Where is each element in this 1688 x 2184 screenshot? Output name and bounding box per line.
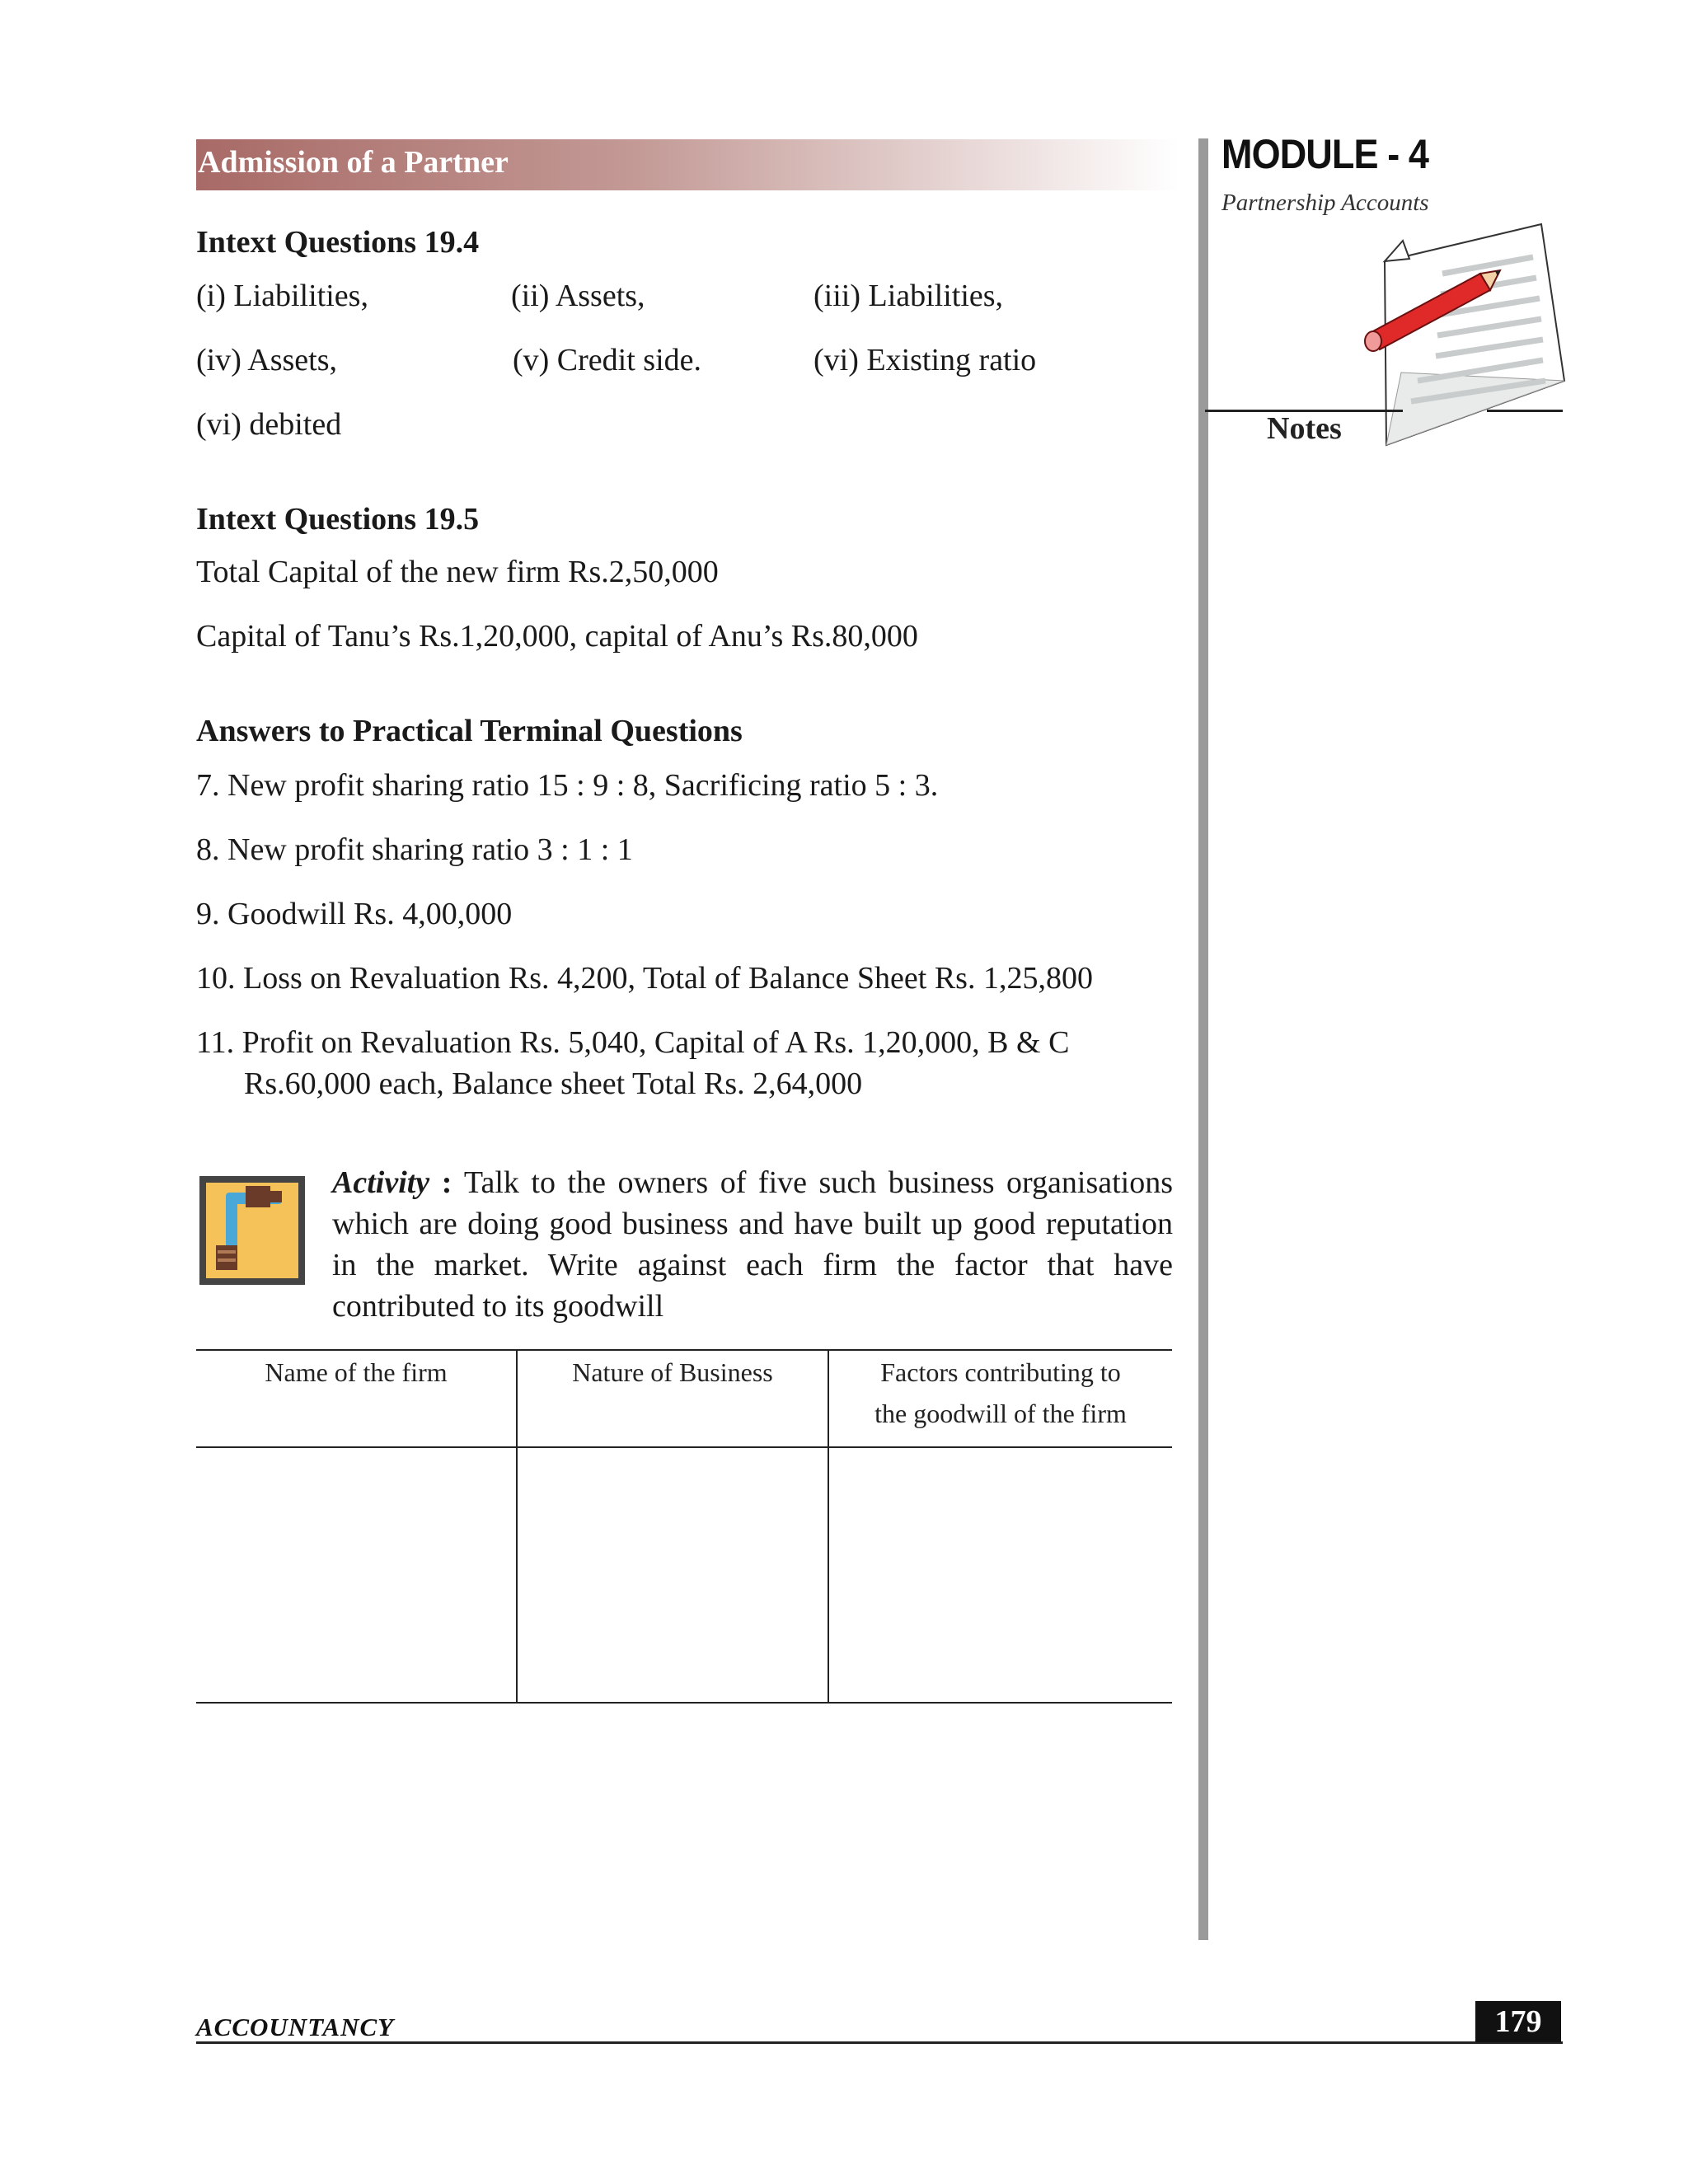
answer-item: (iv) Assets, xyxy=(196,343,337,377)
answer-item: (vi) Existing ratio xyxy=(814,343,1037,377)
chapter-header-band xyxy=(196,139,1179,190)
activity-paragraph xyxy=(332,1162,1173,1327)
notes-pencil-icon xyxy=(1352,216,1574,447)
chapter-title: Admission of a Partner xyxy=(198,145,509,180)
answer-item: (ii) Assets, xyxy=(511,279,645,313)
notes-rule-right xyxy=(1487,410,1563,412)
module-subtitle: Partnership Accounts xyxy=(1221,190,1429,216)
table-header-rule xyxy=(196,1446,1172,1448)
page-number: 179 xyxy=(1475,2001,1561,2042)
footer-rule xyxy=(196,2041,1563,2044)
answer-item: (i) Liabilities, xyxy=(196,279,368,313)
module-title: MODULE - 4 xyxy=(1221,131,1429,177)
activity-label: Activity xyxy=(332,1165,430,1200)
table-header-factors-cont: the goodwill of the firm xyxy=(874,1399,1127,1428)
table-header-factors: Factors contributing to xyxy=(880,1357,1121,1387)
answer-item: (v) Credit side. xyxy=(513,343,702,377)
intext-19-4-heading: Intext Questions 19.4 xyxy=(196,225,480,260)
answer-item: (vi) debited xyxy=(196,407,342,442)
table-top-rule xyxy=(196,1349,1172,1351)
table-header-firm: Name of the firm xyxy=(265,1357,448,1387)
activity-icon xyxy=(198,1174,307,1286)
answer-item: 8. New profit sharing ratio 3 : 1 : 1 xyxy=(196,832,633,867)
answer-line: Total Capital of the new firm Rs.2,50,000 xyxy=(196,555,719,589)
answer-item: 7. New profit sharing ratio 15 : 9 : 8, Sacrificing ratio 5 : 3. xyxy=(196,768,939,803)
practical-heading: Answers to Practical Terminal Questions xyxy=(196,714,743,748)
activity-body: Talk to the owners of five such business organisations which are doing good business and have built up good reputation in the market. Write against each firm the factor that have contributed to its goodwill xyxy=(332,1165,1173,1324)
answer-item: 11. Profit on Revaluation Rs. 5,040, Capital of A Rs. 1,20,000, B & C xyxy=(196,1025,1070,1060)
answer-line: Capital of Tanu’s Rs.1,20,000, capital of Anu’s Rs.80,000 xyxy=(196,619,918,654)
table-header-nature: Nature of Business xyxy=(572,1357,773,1387)
table-column-rule xyxy=(516,1349,518,1704)
intext-19-5-heading: Intext Questions 19.5 xyxy=(196,502,480,537)
table-bottom-rule xyxy=(196,1702,1172,1704)
sidebar-divider xyxy=(1198,138,1208,1940)
answer-item: 9. Goodwill Rs. 4,00,000 xyxy=(196,897,513,931)
activity-separator: : xyxy=(429,1165,464,1200)
answer-item-continuation: Rs.60,000 each, Balance sheet Total Rs. 2,64,000 xyxy=(244,1066,863,1101)
answer-item: 10. Loss on Revaluation Rs. 4,200, Total of Balance Sheet Rs. 1,25,800 xyxy=(196,961,1093,996)
footer-subject: ACCOUNTANCY xyxy=(196,2013,395,2041)
answer-item: (iii) Liabilities, xyxy=(814,279,1004,313)
notes-label: Notes xyxy=(1267,411,1342,446)
